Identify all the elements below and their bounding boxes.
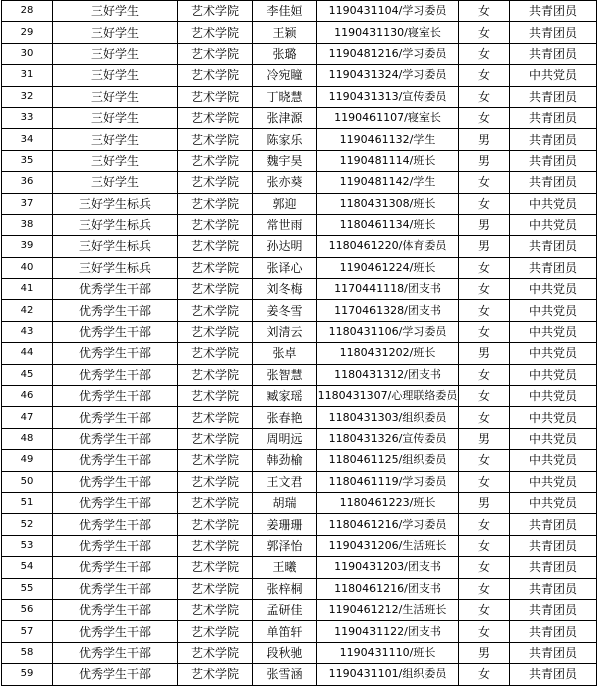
student-id-role-cell: 1170441118/团支书 [317,279,459,300]
gender-cell: 男 [459,150,510,171]
row-number: 38 [2,214,53,235]
gender-cell: 女 [459,450,510,471]
award-type-cell: 三好学生 [53,86,178,107]
row-number: 39 [2,236,53,257]
gender-cell: 男 [459,343,510,364]
student-name-cell: 姜珊珊 [253,514,317,535]
table-row [2,279,597,300]
political-status-cell: 共青团员 [510,236,597,257]
political-status-cell: 共青团员 [510,22,597,43]
student-id-role-cell: 1180431202/班长 [317,343,459,364]
table-row [2,65,597,86]
student-id-role-cell: 1190481114/班长 [317,150,459,171]
student-id-role-cell: 1180461223/班长 [317,492,459,513]
award-type-cell: 三好学生 [53,172,178,193]
gender-cell: 女 [459,621,510,642]
political-status-cell: 共青团员 [510,1,597,22]
gender-cell: 女 [459,535,510,556]
student-id-role-cell: 1190431101/组织委员 [317,664,459,685]
student-id-role-cell: 1190431130/寝室长 [317,22,459,43]
political-status-cell: 共青团员 [510,257,597,278]
student-id-role-cell: 1190461107/寝室长 [317,107,459,128]
student-name-cell: 周明远 [253,428,317,449]
row-number: 42 [2,300,53,321]
political-status-cell: 共青团员 [510,664,597,685]
gender-cell: 女 [459,321,510,342]
student-name-cell: 魏宇昊 [253,150,317,171]
gender-cell: 女 [459,257,510,278]
table-row [2,514,597,535]
award-type-cell: 优秀学生干部 [53,492,178,513]
college-cell: 艺术学院 [178,300,253,321]
student-name-cell: 韩劲榆 [253,450,317,471]
student-id-role-cell: 1190431324/学习委员 [317,65,459,86]
table-row [2,321,597,342]
political-status-cell: 中共党员 [510,321,597,342]
student-name-cell: 张智慧 [253,364,317,385]
gender-cell: 男 [459,214,510,235]
gender-cell: 女 [459,22,510,43]
student-name-cell: 张卓 [253,343,317,364]
row-number: 32 [2,86,53,107]
row-number: 58 [2,642,53,663]
political-status-cell: 中共党员 [510,279,597,300]
award-type-cell: 三好学生 [53,22,178,43]
political-status-cell: 共青团员 [510,578,597,599]
gender-cell: 男 [459,428,510,449]
student-name-cell: 单笛轩 [253,621,317,642]
student-name-cell: 臧家瑶 [253,386,317,407]
row-number: 29 [2,22,53,43]
student-name-cell: 冷宛瞳 [253,65,317,86]
student-id-role-cell: 1190481216/学习委员 [317,43,459,64]
gender-cell: 女 [459,386,510,407]
student-id-role-cell: 1180431303/组织委员 [317,407,459,428]
table-row [2,364,597,385]
student-name-cell: 王曦 [253,557,317,578]
table-row [2,599,597,620]
student-id-role-cell: 1190431122/团支书 [317,621,459,642]
political-status-cell: 共青团员 [510,86,597,107]
political-status-cell: 共青团员 [510,642,597,663]
gender-cell: 女 [459,407,510,428]
table-row [2,236,597,257]
political-status-cell: 共青团员 [510,535,597,556]
political-status-cell: 共青团员 [510,557,597,578]
table-row [2,193,597,214]
college-cell: 艺术学院 [178,343,253,364]
political-status-cell: 中共党员 [510,450,597,471]
political-status-cell: 中共党员 [510,407,597,428]
college-cell: 艺术学院 [178,535,253,556]
political-status-cell: 共青团员 [510,172,597,193]
political-status-cell: 中共党员 [510,471,597,492]
award-type-cell: 优秀学生干部 [53,364,178,385]
student-name-cell: 张梓桐 [253,578,317,599]
award-type-cell: 优秀学生干部 [53,386,178,407]
gender-cell: 女 [459,279,510,300]
student-name-cell: 张津源 [253,107,317,128]
table-row [2,129,597,150]
student-name-cell: 刘清云 [253,321,317,342]
award-type-cell: 三好学生 [53,65,178,86]
award-type-cell: 优秀学生干部 [53,578,178,599]
table-row [2,214,597,235]
student-id-role-cell: 1180461125/组织委员 [317,450,459,471]
student-name-cell: 李佳姮 [253,1,317,22]
award-type-cell: 优秀学生干部 [53,300,178,321]
gender-cell: 男 [459,236,510,257]
award-type-cell: 优秀学生干部 [53,343,178,364]
award-type-cell: 优秀学生干部 [53,535,178,556]
gender-cell: 女 [459,514,510,535]
gender-cell: 女 [459,364,510,385]
student-name-cell: 姜冬雪 [253,300,317,321]
table-row [2,150,597,171]
table-body [2,1,597,686]
student-name-cell: 常世雨 [253,214,317,235]
row-number: 44 [2,343,53,364]
political-status-cell: 共青团员 [510,129,597,150]
row-number: 45 [2,364,53,385]
student-id-role-cell: 1190431206/生活班长 [317,535,459,556]
row-number: 53 [2,535,53,556]
row-number: 56 [2,599,53,620]
gender-cell: 女 [459,599,510,620]
gender-cell: 女 [459,557,510,578]
student-name-cell: 丁晓慧 [253,86,317,107]
table-row [2,450,597,471]
college-cell: 艺术学院 [178,557,253,578]
row-number: 51 [2,492,53,513]
row-number: 31 [2,65,53,86]
table-row [2,428,597,449]
row-number: 47 [2,407,53,428]
student-id-role-cell: 1190431110/班长 [317,642,459,663]
college-cell: 艺术学院 [178,193,253,214]
college-cell: 艺术学院 [178,214,253,235]
row-number: 49 [2,450,53,471]
row-number: 41 [2,279,53,300]
college-cell: 艺术学院 [178,428,253,449]
table-row [2,535,597,556]
college-cell: 艺术学院 [178,1,253,22]
award-type-cell: 三好学生 [53,150,178,171]
political-status-cell: 中共党员 [510,214,597,235]
gender-cell: 女 [459,578,510,599]
political-status-cell: 共青团员 [510,599,597,620]
table-row [2,557,597,578]
table-row [2,300,597,321]
award-type-cell: 优秀学生干部 [53,321,178,342]
college-cell: 艺术学院 [178,129,253,150]
political-status-cell: 共青团员 [510,150,597,171]
student-name-cell: 郭泽怡 [253,535,317,556]
college-cell: 艺术学院 [178,450,253,471]
college-cell: 艺术学院 [178,321,253,342]
college-cell: 艺术学院 [178,664,253,685]
political-status-cell: 中共党员 [510,193,597,214]
student-id-role-cell: 1190461132/学生 [317,129,459,150]
student-name-cell: 陈家乐 [253,129,317,150]
college-cell: 艺术学院 [178,107,253,128]
row-number: 46 [2,386,53,407]
table-row [2,22,597,43]
table-row [2,621,597,642]
college-cell: 艺术学院 [178,599,253,620]
college-cell: 艺术学院 [178,471,253,492]
row-number: 43 [2,321,53,342]
student-id-role-cell: 1190461212/生活班长 [317,599,459,620]
table-row [2,172,597,193]
table-row [2,407,597,428]
student-id-role-cell: 1170461328/团支书 [317,300,459,321]
award-type-cell: 优秀学生干部 [53,557,178,578]
award-type-cell: 优秀学生干部 [53,642,178,663]
table-row [2,1,597,22]
student-name-cell: 孟研佳 [253,599,317,620]
row-number: 48 [2,428,53,449]
row-number: 57 [2,621,53,642]
college-cell: 艺术学院 [178,150,253,171]
college-cell: 艺术学院 [178,86,253,107]
table-row [2,664,597,685]
row-number: 37 [2,193,53,214]
political-status-cell: 中共党员 [510,343,597,364]
student-name-cell: 刘冬梅 [253,279,317,300]
student-id-role-cell: 1190431203/团支书 [317,557,459,578]
student-id-role-cell: 1180461216/学习委员 [317,514,459,535]
gender-cell: 女 [459,193,510,214]
award-type-cell: 优秀学生干部 [53,428,178,449]
political-status-cell: 共青团员 [510,107,597,128]
award-type-cell: 优秀学生干部 [53,621,178,642]
student-id-role-cell: 1180431106/学习委员 [317,321,459,342]
political-status-cell: 中共党员 [510,364,597,385]
student-name-cell: 张璐 [253,43,317,64]
gender-cell: 男 [459,492,510,513]
award-type-cell: 三好学生 [53,107,178,128]
student-id-role-cell: 1190431104/学习委员 [317,1,459,22]
college-cell: 艺术学院 [178,642,253,663]
student-id-role-cell: 1180431307/心理联络委员 [317,386,459,407]
college-cell: 艺术学院 [178,43,253,64]
college-cell: 艺术学院 [178,279,253,300]
political-status-cell: 中共党员 [510,300,597,321]
college-cell: 艺术学院 [178,578,253,599]
student-id-role-cell: 1180461220/体育委员 [317,236,459,257]
student-name-cell: 孙达明 [253,236,317,257]
row-number: 36 [2,172,53,193]
college-cell: 艺术学院 [178,364,253,385]
award-type-cell: 优秀学生干部 [53,599,178,620]
student-name-cell: 张春艳 [253,407,317,428]
row-number: 28 [2,1,53,22]
political-status-cell: 共青团员 [510,43,597,64]
political-status-cell: 中共党员 [510,428,597,449]
college-cell: 艺术学院 [178,65,253,86]
gender-cell: 女 [459,664,510,685]
award-type-cell: 三好学生标兵 [53,236,178,257]
table-row [2,107,597,128]
gender-cell: 男 [459,642,510,663]
table-row [2,578,597,599]
award-type-cell: 三好学生 [53,43,178,64]
student-name-cell: 胡瑞 [253,492,317,513]
college-cell: 艺术学院 [178,407,253,428]
political-status-cell: 中共党员 [510,386,597,407]
student-id-role-cell: 1190481142/学生 [317,172,459,193]
college-cell: 艺术学院 [178,257,253,278]
student-name-cell: 王文君 [253,471,317,492]
award-type-cell: 优秀学生干部 [53,279,178,300]
award-type-cell: 三好学生 [53,129,178,150]
gender-cell: 女 [459,172,510,193]
gender-cell: 女 [459,43,510,64]
gender-cell: 女 [459,65,510,86]
student-id-role-cell: 1190431313/宣传委员 [317,86,459,107]
row-number: 50 [2,471,53,492]
award-type-cell: 三好学生 [53,1,178,22]
student-name-cell: 张译心 [253,257,317,278]
political-status-cell: 共青团员 [510,621,597,642]
college-cell: 艺术学院 [178,22,253,43]
award-list-table [1,0,597,686]
student-id-role-cell: 1180461119/学习委员 [317,471,459,492]
student-name-cell: 张亦葵 [253,172,317,193]
student-id-role-cell: 1190461224/班长 [317,257,459,278]
table-row [2,86,597,107]
college-cell: 艺术学院 [178,386,253,407]
table-row [2,343,597,364]
political-status-cell: 共青团员 [510,514,597,535]
row-number: 30 [2,43,53,64]
row-number: 34 [2,129,53,150]
student-id-role-cell: 1180431312/团支书 [317,364,459,385]
row-number: 35 [2,150,53,171]
student-name-cell: 张雪涵 [253,664,317,685]
student-name-cell: 郭迎 [253,193,317,214]
gender-cell: 女 [459,107,510,128]
row-number: 55 [2,578,53,599]
award-type-cell: 三好学生标兵 [53,193,178,214]
college-cell: 艺术学院 [178,492,253,513]
award-type-cell: 优秀学生干部 [53,407,178,428]
award-type-cell: 三好学生标兵 [53,257,178,278]
gender-cell: 女 [459,86,510,107]
row-number: 54 [2,557,53,578]
award-type-cell: 优秀学生干部 [53,450,178,471]
student-name-cell: 段秋驰 [253,642,317,663]
table-row [2,43,597,64]
gender-cell: 男 [459,129,510,150]
table-row [2,492,597,513]
student-id-role-cell: 1180431326/宣传委员 [317,428,459,449]
student-id-role-cell: 1180461216/团支书 [317,578,459,599]
gender-cell: 女 [459,1,510,22]
table-row [2,257,597,278]
student-id-role-cell: 1180461134/班长 [317,214,459,235]
award-type-cell: 优秀学生干部 [53,514,178,535]
college-cell: 艺术学院 [178,172,253,193]
row-number: 40 [2,257,53,278]
political-status-cell: 中共党员 [510,492,597,513]
row-number: 52 [2,514,53,535]
table-row [2,386,597,407]
table-row [2,471,597,492]
award-type-cell: 优秀学生干部 [53,471,178,492]
award-type-cell: 三好学生标兵 [53,214,178,235]
college-cell: 艺术学院 [178,514,253,535]
table-row [2,642,597,663]
gender-cell: 女 [459,471,510,492]
award-type-cell: 优秀学生干部 [53,664,178,685]
gender-cell: 女 [459,300,510,321]
row-number: 33 [2,107,53,128]
student-id-role-cell: 1180431308/班长 [317,193,459,214]
college-cell: 艺术学院 [178,236,253,257]
row-number: 59 [2,664,53,685]
student-name-cell: 王颖 [253,22,317,43]
political-status-cell: 中共党员 [510,65,597,86]
college-cell: 艺术学院 [178,621,253,642]
